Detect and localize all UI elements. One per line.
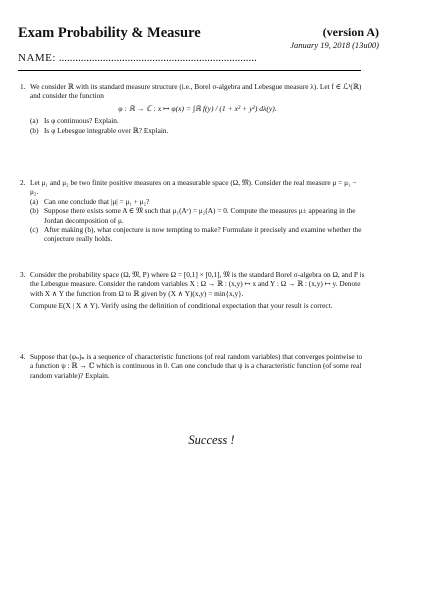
part-label: (c) — [30, 225, 39, 235]
question-intro: Consider the probability space (Ω, 𝔐, P) where Ω = [0,1] × [0,1], 𝔐 is the standard Borel σ-algebra on Ω, and P is the Lebesgue measure. Consider the random variables X : Ω → ℝ : (x,y) ↦ x and Y : Ω → ℝ : (x,y) ↦ y. Denote with X ∧ Y the function from Ω to ℝ given by (X ∧ Y)(x,y) = min{x,y}. — [30, 270, 365, 298]
question-part — [30, 197, 365, 206]
question-3 — [20, 270, 365, 311]
part-label: (b) — [30, 206, 39, 216]
header-rule — [18, 70, 361, 71]
name-label: NAME: — [18, 52, 56, 64]
part-label: (a) — [30, 196, 39, 206]
exam-version: (version A) — [322, 25, 379, 39]
question-part — [30, 225, 365, 244]
question-part — [30, 206, 365, 225]
part-text: Can one conclude that |μ| = μ₁ + μ₂? — [44, 196, 150, 206]
question-part — [30, 126, 365, 135]
part-text: Is φ continuous? Explain. — [44, 116, 119, 126]
question-4 — [20, 352, 365, 380]
part-label: (b) — [30, 125, 39, 135]
question-number: 2. — [20, 178, 26, 187]
question-number: 3. — [20, 270, 26, 279]
question-extra: Compute E(X | X ∧ Y). Verify using the definition of conditional expectation that your result is correct. — [30, 301, 333, 311]
question-number: 4. — [20, 352, 26, 361]
exam-title: Exam Probability & Measure — [18, 25, 201, 41]
name-dots: ........................................................................ — [58, 52, 257, 64]
part-label: (a) — [30, 116, 39, 126]
question-2 — [20, 178, 365, 244]
question-intro: Suppose that (φₙ)ₙ is a sequence of characteristic functions (of real random variables) that converges pointwise to a function ψ : ℝ → ℂ which is continuous in 0. Can one conclude that ψ is a characteristic function (of some real random variable)? Explain. — [30, 352, 363, 380]
question-formula: φ : ℝ → ℂ : x ↦ φ(x) = ∫ℝ f(y) / (1 + x² + y²) dλ(y). — [118, 103, 277, 113]
part-text: After making (b), what conjecture is now tempting to make? Formulate it precisely and examine whether the conjecture really holds. — [44, 225, 362, 244]
closing-message: Success ! — [188, 433, 235, 447]
question-intro: Let μ₁ and μ₂ be two finite positive measures on a measurable space (Ω, 𝔐). Consider the real measure μ = μ₁ − μ₂. — [30, 178, 357, 197]
exam-date: January 19, 2018 (13u00) — [290, 40, 379, 50]
part-text: Suppose there exists some A ∈ 𝔐 such that μ₁(Aᶜ) = μ₂(A) = 0. Compute the measures μ± appearing in the Jordan decomposition of μ. — [44, 206, 356, 225]
part-text: Is φ Lebesgue integrable over ℝ? Explain. — [44, 125, 169, 135]
question-number: 1. — [20, 82, 26, 91]
name-field — [18, 52, 383, 64]
question-intro: We consider ℝ with its standard measure structure (i.e., Borel σ-algebra and Lebesgue measure λ). Let f ∈ ℒ¹(ℝ) and consider the function — [30, 82, 362, 101]
question-1 — [20, 82, 365, 135]
question-part — [30, 116, 365, 125]
